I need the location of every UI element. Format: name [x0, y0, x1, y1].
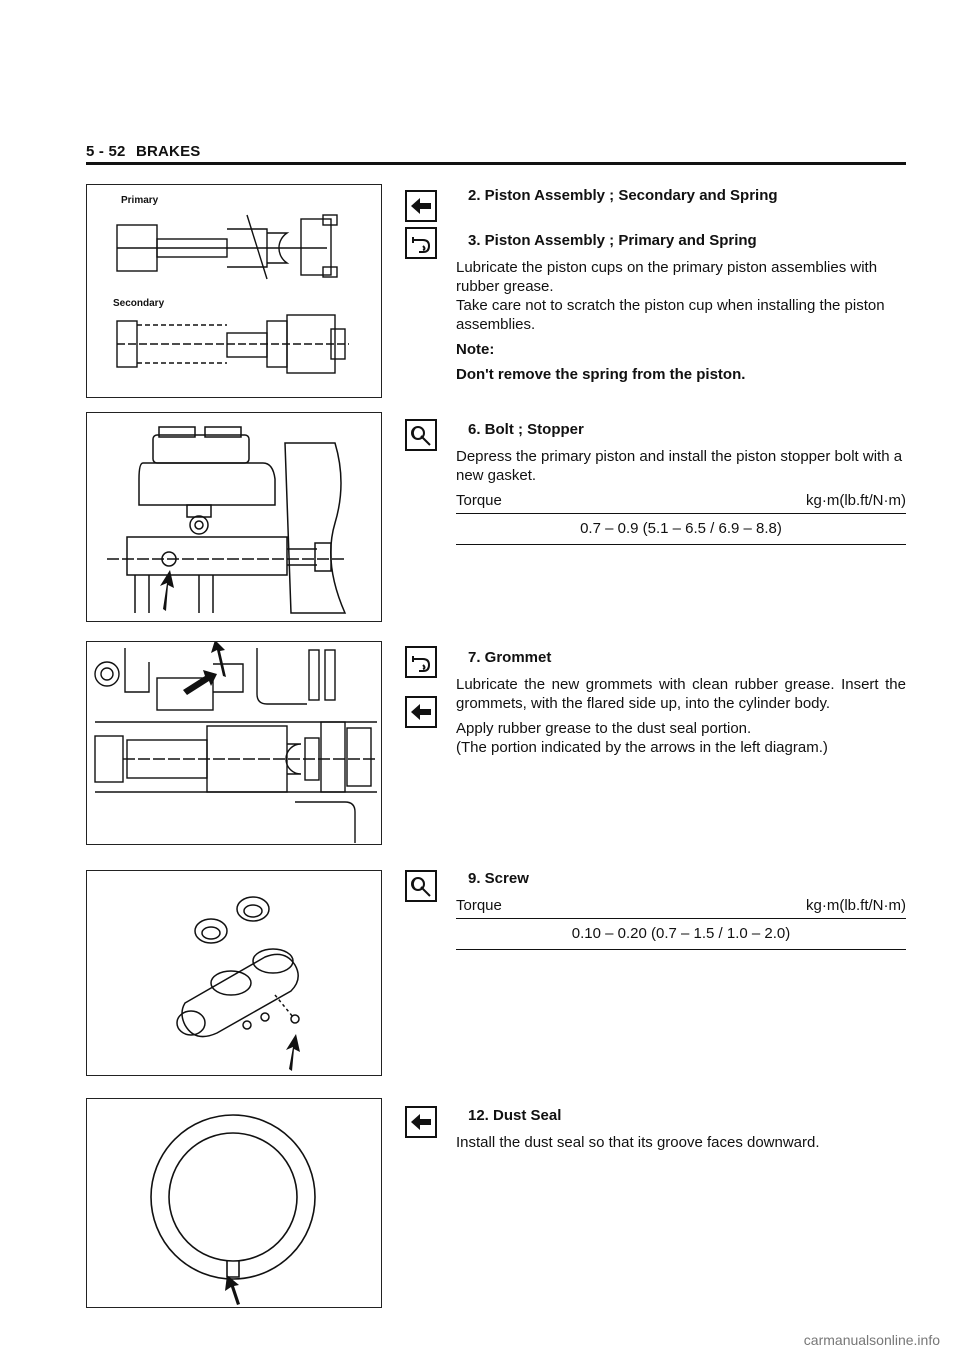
label-primary: Primary [121, 195, 159, 206]
section-9-torque-label: Torque [456, 897, 502, 914]
section-9-title: 9. Screw [468, 870, 529, 887]
figure-piston-assemblies [86, 184, 382, 398]
section-6-torque-row [456, 491, 906, 514]
section-12-para-1: Install the dust seal so that its groove faces downward. [456, 1134, 820, 1151]
master-cylinder-drawing [87, 413, 380, 620]
piston-assemblies-drawing [87, 185, 380, 396]
section-9-torque-row [456, 896, 906, 919]
figure-stopper-bolt [86, 412, 382, 622]
label-secondary: Secondary [113, 298, 165, 309]
figure-screw [86, 870, 382, 1076]
section-3 [456, 231, 906, 390]
oil-can-icon [405, 646, 437, 678]
section-3-para-2: Take care not to scratch the piston cup when installing the piston assemblies. [456, 297, 885, 333]
section-9 [456, 869, 906, 950]
section-3-title: 3. Piston Assembly ; Primary and Spring [468, 232, 757, 249]
section-3-note-text: Don't remove the spring from the piston. [456, 366, 746, 383]
figure-grommets [86, 641, 382, 845]
section-12-title: 12. Dust Seal [468, 1107, 562, 1124]
section-2-title: 2. Piston Assembly ; Secondary and Spring [468, 187, 778, 204]
section-title: BRAKES [135, 143, 201, 160]
cylinder-body-drawing [87, 871, 380, 1074]
install-arrow-icon [405, 696, 437, 728]
section-12 [456, 1106, 906, 1158]
section-6-torque-unit: kg·m(lb.ft/N·m) [806, 492, 906, 509]
section-9-torque-value: 0.10 – 0.20 (0.7 – 1.5 / 1.0 – 2.0) [456, 919, 906, 950]
torque-wrench-icon [405, 419, 437, 451]
section-7-para-2: Apply rubber grease to the dust seal portion. [456, 720, 752, 737]
section-6 [456, 420, 906, 545]
dust-seal-drawing [87, 1099, 380, 1306]
figure-dust-seal [86, 1098, 382, 1308]
section-7-para-1: Lubricate the new grommets with clean rubber grease. Insert the grommets, with the flared side up, into the cylinder body. [456, 676, 906, 712]
install-arrow-icon [405, 1106, 437, 1138]
page-header [86, 143, 200, 160]
oil-can-icon [405, 227, 437, 259]
watermark: carmanualsonline.info [803, 1332, 940, 1348]
section-2 [456, 186, 906, 213]
section-7-para-3: (The portion indicated by the arrows in the left diagram.) [456, 739, 828, 756]
header-rule [86, 162, 906, 165]
section-6-torque-value: 0.7 – 0.9 (5.1 – 6.5 / 6.9 – 8.8) [456, 514, 906, 545]
install-arrow-icon [405, 190, 437, 222]
section-9-torque-unit: kg·m(lb.ft/N·m) [806, 897, 906, 914]
section-3-note-label: Note: [456, 341, 495, 358]
section-6-torque-label: Torque [456, 492, 502, 509]
section-7 [456, 648, 906, 763]
grommet-section-drawing [87, 642, 380, 843]
section-6-title: 6. Bolt ; Stopper [468, 421, 584, 438]
section-6-para-1: Depress the primary piston and install the piston stopper bolt with a new gasket. [456, 448, 903, 484]
section-3-para-1: Lubricate the piston cups on the primary piston assemblies with rubber grease. [456, 259, 878, 295]
torque-wrench-icon [405, 870, 437, 902]
page-number: 5 - 52 [86, 143, 126, 160]
section-7-title: 7. Grommet [468, 649, 552, 666]
